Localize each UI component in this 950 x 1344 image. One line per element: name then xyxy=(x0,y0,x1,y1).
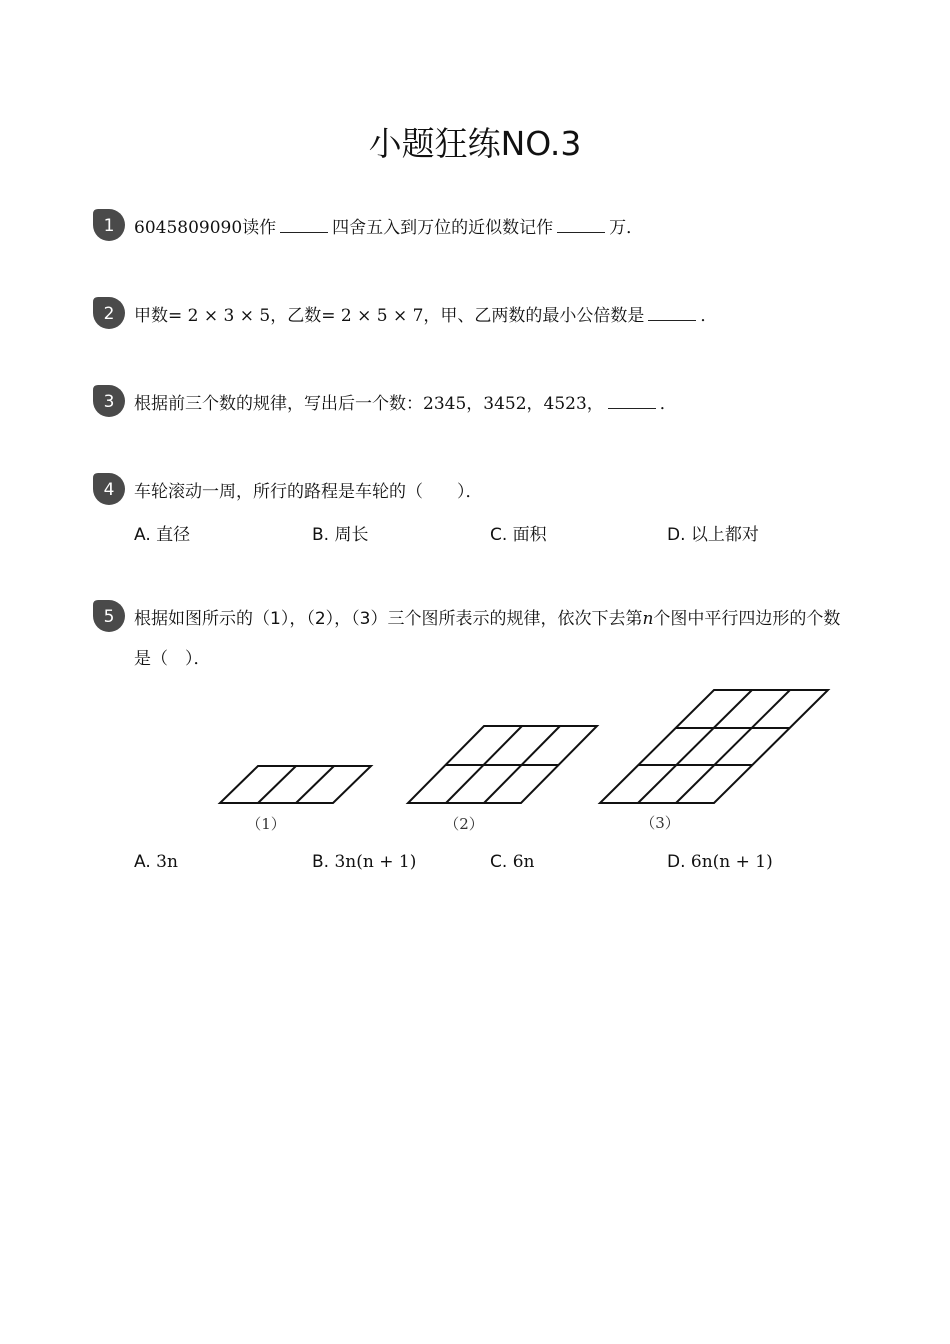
number-sequence: 2345，3452，4523， xyxy=(423,394,604,414)
answer-blank[interactable] xyxy=(648,306,696,321)
figure-caption-2: （2） xyxy=(444,815,484,833)
option-c[interactable] xyxy=(490,852,534,872)
label-a: 甲数 xyxy=(134,306,168,326)
page-title: 小题狂练NO.3 xyxy=(368,124,582,163)
number-text: 6045809090 xyxy=(134,218,243,238)
option-a[interactable]: A. 直径 xyxy=(134,525,191,545)
option-value: 6n(n + 1) xyxy=(690,852,773,872)
expression-a: = 2 × 3 × 5 xyxy=(168,306,271,326)
badge-number: 2 xyxy=(103,304,115,324)
option-b[interactable] xyxy=(312,852,416,872)
expression-b: = 2 × 5 × 7 xyxy=(321,306,424,326)
question-number-badge xyxy=(92,384,126,418)
question-text xyxy=(134,296,717,336)
text-end: ． xyxy=(659,394,677,414)
question-text xyxy=(134,384,677,424)
badge-number: 4 xyxy=(103,480,115,500)
text-end: ． xyxy=(700,306,718,326)
question-1 xyxy=(92,208,852,248)
option-d[interactable] xyxy=(667,852,773,872)
option-value: 3n(n + 1) xyxy=(334,852,417,872)
separator: ，乙数 xyxy=(270,306,322,326)
badge-number: 3 xyxy=(103,392,115,412)
option-b[interactable]: B. 周长 xyxy=(312,525,369,545)
option-value: 6n xyxy=(512,852,535,872)
text-part-b: 个图中平行四边形的个数是（ ）． xyxy=(134,609,841,669)
question-number-badge xyxy=(92,472,126,506)
question-2 xyxy=(92,296,852,336)
text-part-a: 读作 xyxy=(242,218,277,238)
options-row xyxy=(134,520,854,550)
option-letter: D. xyxy=(667,852,686,872)
badge-number: 1 xyxy=(103,216,115,236)
badge-number: 5 xyxy=(103,607,115,627)
question-number-badge xyxy=(92,296,126,330)
question-number-badge xyxy=(92,208,126,242)
option-letter: B. xyxy=(312,852,330,872)
text-part-b: 四舍五入到万位的近似数记作 xyxy=(332,218,554,238)
option-letter: C. xyxy=(490,852,508,872)
question-text xyxy=(134,599,854,679)
figure-caption-3: （3） xyxy=(640,814,680,832)
text-part-a: 根据如图所示的（1），（2），（3）三个图所表示的规律，依次下去第 xyxy=(134,609,643,629)
answer-blank[interactable] xyxy=(280,218,328,233)
text-tail: ，甲、乙两数的最小公倍数是 xyxy=(423,306,645,326)
option-c[interactable]: C. 面积 xyxy=(490,525,547,545)
text-part-c: 万． xyxy=(609,218,644,238)
question-5 xyxy=(92,599,852,889)
question-number-badge xyxy=(92,599,126,633)
option-a[interactable] xyxy=(134,852,178,872)
question-text: 车轮滚动一周，所行的路程是车轮的（ ）． xyxy=(134,482,483,502)
option-d[interactable]: D. 以上都对 xyxy=(667,525,759,545)
answer-blank[interactable] xyxy=(608,394,656,409)
question-text xyxy=(134,208,643,248)
answer-blank[interactable] xyxy=(557,218,605,233)
text-lead: 根据前三个数的规律，写出后一个数： xyxy=(134,394,423,414)
question-4 xyxy=(92,472,852,552)
variable-n: n xyxy=(642,609,654,629)
question-3 xyxy=(92,384,852,424)
options-row xyxy=(134,852,854,882)
figure-caption-1: （1） xyxy=(246,815,286,833)
option-letter: A. xyxy=(134,852,151,872)
option-value: 3n xyxy=(156,852,178,872)
